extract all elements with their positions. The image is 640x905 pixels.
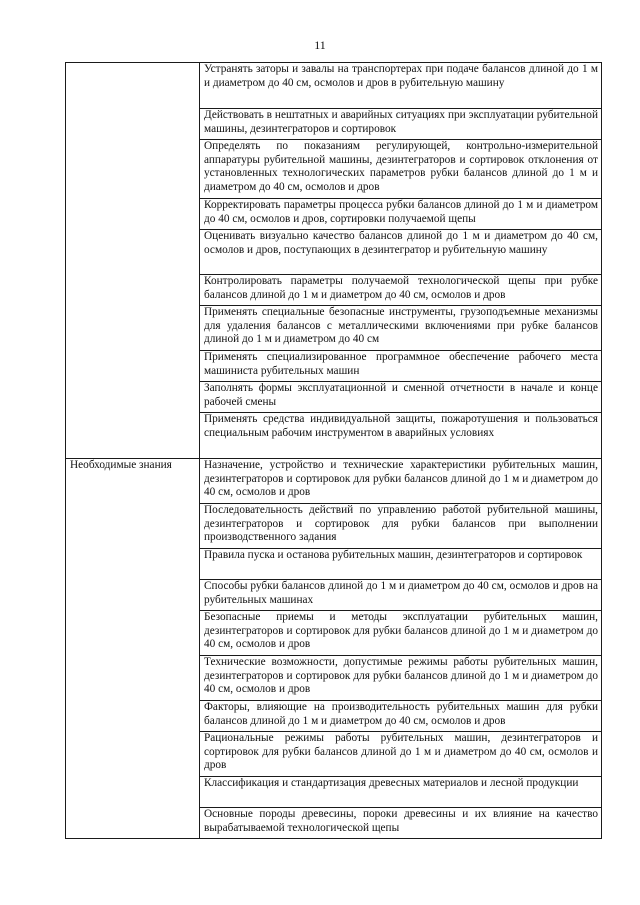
knowledge-item: Технические возможности, допустимые режимы работы рубительных машин, дезинтеграторов и сортировок для рубки балансов длиной до 1 м и диаметром до 40 см, осмолов и дров [200, 656, 602, 701]
skill-item: Корректировать параметры процесса рубки балансов длиной до 1 м и диаметром до 40 см, осмолов и дров, сортировки получаемой щепы [200, 199, 602, 230]
knowledge-item: Назначение, устройство и технические характеристики рубительных машин, дезинтеграторов и сортировок для рубки балансов длиной до 1 м и диаметром до 40 см, осмолов и дров [200, 459, 602, 504]
skill-item: Определять по показаниям регулирующей, контрольно-измерительной аппаратуры рубительной машины, дезинтеграторов и сортировок отклонения от установленных технологических параметров рубки балансов длиной до 1 м и диаметром до 40 см, осмолов и дров [200, 140, 602, 199]
knowledge-item: Основные породы древесины, пороки древесины и их влияние на качество вырабатываемой технологической щепы [200, 808, 602, 839]
competency-table [65, 62, 602, 839]
knowledge-item: Рациональные режимы работы рубительных машин, дезинтеграторов и сортировок для рубки балансов длиной до 1 м и диаметром до 40 см, осмолов и дров [200, 732, 602, 777]
table-row [66, 63, 602, 109]
skill-item: Контролировать параметры получаемой технологической щепы при рубке балансов длиной до 1 м и диаметром до 40 см, осмолов и дров [200, 275, 602, 306]
table-row [66, 459, 602, 504]
knowledge-item: Способы рубки балансов длиной до 1 м и диаметром до 40 см, осмолов и дров на рубительных машинах [200, 580, 602, 611]
skill-item: Применять специализированное программное обеспечение рабочего места машиниста рубительных машин [200, 351, 602, 382]
knowledge-item: Правила пуска и останова рубительных машин, дезинтеграторов и сортировок [200, 549, 602, 580]
skill-item: Применять средства индивидуальной защиты, пожаротушения и пользоваться специальным рабочим инструментом в аварийных условиях [200, 413, 602, 459]
skill-item: Заполнять формы эксплуатационной и сменной отчетности в начале и конце рабочей смены [200, 382, 602, 413]
knowledge-item: Классификация и стандартизация древесных материалов и лесной продукции [200, 777, 602, 808]
knowledge-item: Факторы, влияющие на производительность рубительных машин для рубки балансов длиной до 1 м и диаметром до 40 см, осмолов и дров [200, 701, 602, 732]
skill-item: Устранять заторы и завалы на транспортерах при подаче балансов длиной до 1 м и диаметром до 40 см, осмолов и дров в рубительную машину [200, 63, 602, 109]
knowledge-item: Последовательность действий по управлению работой рубительной машины, дезинтеграторов и сортировок для рубки балансов при выполнении производственного задания [200, 504, 602, 549]
skill-item: Применять специальные безопасные инструменты, грузоподъемные механизмы для удаления балансов с металлическими включениями при рубке балансов длиной до 1 м и диаметром до 40 см [200, 306, 602, 351]
skills-label-cell [66, 63, 200, 459]
page-number: 11 [314, 38, 326, 52]
skill-item: Действовать в нештатных и аварийных ситуациях при эксплуатации рубительной машины, дезинтеграторов и сортировок [200, 109, 602, 140]
knowledge-label-cell: Необходимые знания [66, 459, 200, 839]
knowledge-item: Безопасные приемы и методы эксплуатации рубительных машин, дезинтеграторов и сортировок для рубки балансов длиной до 1 м и диаметром до 40 см, осмолов и дров [200, 611, 602, 656]
skill-item: Оценивать визуально качество балансов длиной до 1 м и диаметром до 40 см, осмолов и дров, поступающих в дезинтегратор и рубительную машину [200, 230, 602, 275]
